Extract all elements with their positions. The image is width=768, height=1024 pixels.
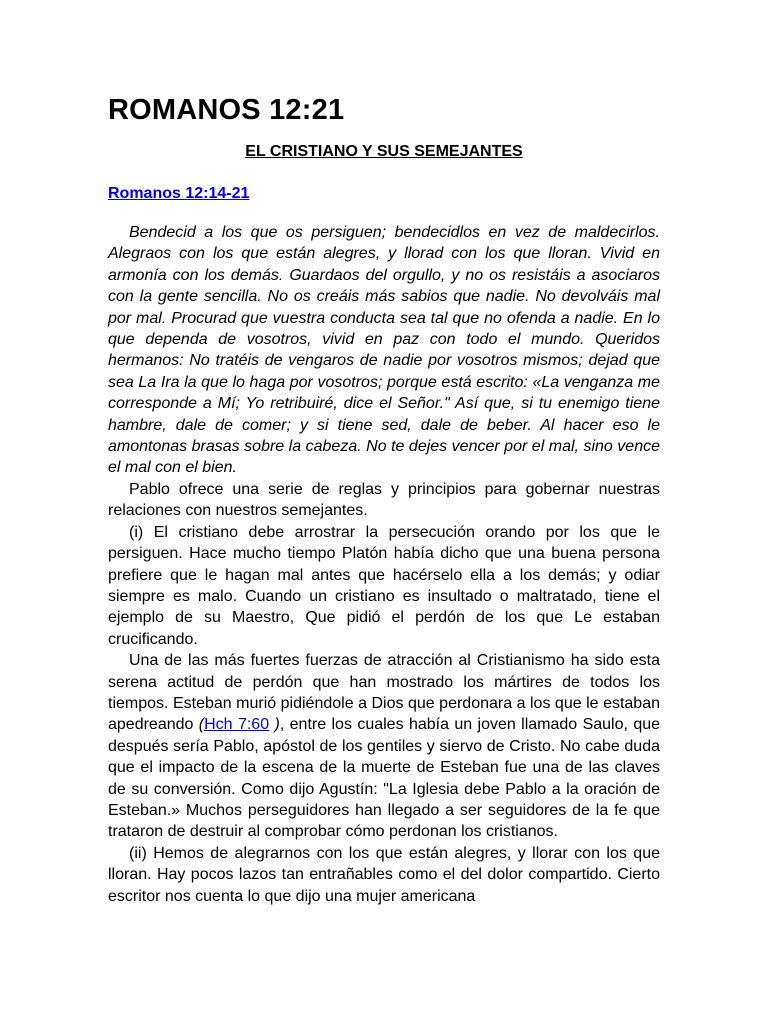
acts-reference-link[interactable]: Hch 7:60 <box>204 716 270 734</box>
paragraph-forgiveness-text-after: , entre los cuales había un joven llamado Saulo, que después sería Pablo, apóstol de los gentiles y siervo de Cristo. No cabe duda que el impacto de la escena de la muerte de Esteban fue una de las claves de su conversión. Como dijo Agustín: "La Iglesia debe Pablo a la oración de Esteban.» Muchos perseguidores han llegado a ser seguidores de la fe que trataron de destruir al comprobar cómo perdonan los cristianos. <box>108 716 661 841</box>
paren-open: ( <box>198 716 205 734</box>
scripture-reference-link[interactable]: Romanos 12:14-21 <box>108 185 250 202</box>
paragraph-persecution: (i) El cristiano debe arrostrar la persecución orando por los que le persiguen. Hace mucho tiempo Platón había dicho que una buena persona prefiere que le hagan mal antes que hacérselo ella a los demás; y odiar siempre es malo. Cuando un cristiano es insultado o maltratado, tiene el ejemplo de su Maestro, Que pidió el perdón de los que Le estaban crucificando. <box>108 523 660 648</box>
paren-close: ) <box>269 716 280 734</box>
document-body <box>108 222 660 907</box>
document-title: ROMANOS 12:21 <box>108 94 345 126</box>
document-subtitle: EL CRISTIANO Y SUS SEMEJANTES <box>245 143 523 160</box>
scripture-quote: Bendecid a los que os persiguen; bendecidlos en vez de maldecirlos. Alegraos con los que están alegres, y llorad con los que lloran. Vivid en armonía con los demás. Guardaos del orgullo, y no os resistáis a asociaros con la gente sencilla. No os creáis más sabios que nadie. No devolváis mal por mal. Procurad que vuestra conducta sea tal que no ofenda a nadie. En lo que dependa de vosotros, vivid en paz con todo el mundo. Queridos hermanos: No tratéis de vengaros de nadie por vosotros mismos; dejad que sea La Ira la que lo haga por vosotros; porque está escrito: «La venganza me corresponde a Mí; Yo retribuiré, dice el Señor." Así que, si tu enemigo tiene hambre, dale de comer; y si tiene sed, dale de beber. Al hacer eso le amontonas brasas sobre la cabeza. No te dejes vencer por el mal, sino vence el mal con el bien. <box>108 224 660 477</box>
paragraph-intro: Pablo ofrece una serie de reglas y principios para gobernar nuestras relaciones con nuestros semejantes. <box>108 480 660 520</box>
paragraph-forgiveness-text-before: Una de las más fuertes fuerzas de atracción al Cristianismo ha sido esta serena actitud de perdón que han mostrado los mártires de todos los tiempos. Esteban murió pidiéndole a Dios que perdonara a los que le estaban apedreando <box>108 652 660 734</box>
paragraph-forgiveness <box>108 650 660 843</box>
paragraph-rejoice: (ii) Hemos de alegrarnos con los que están alegres, y llorar con los que lloran. Hay pocos lazos tan entrañables como el del dolor compartido. Cierto escritor nos cuenta lo que dijo una mujer americana <box>108 844 660 905</box>
